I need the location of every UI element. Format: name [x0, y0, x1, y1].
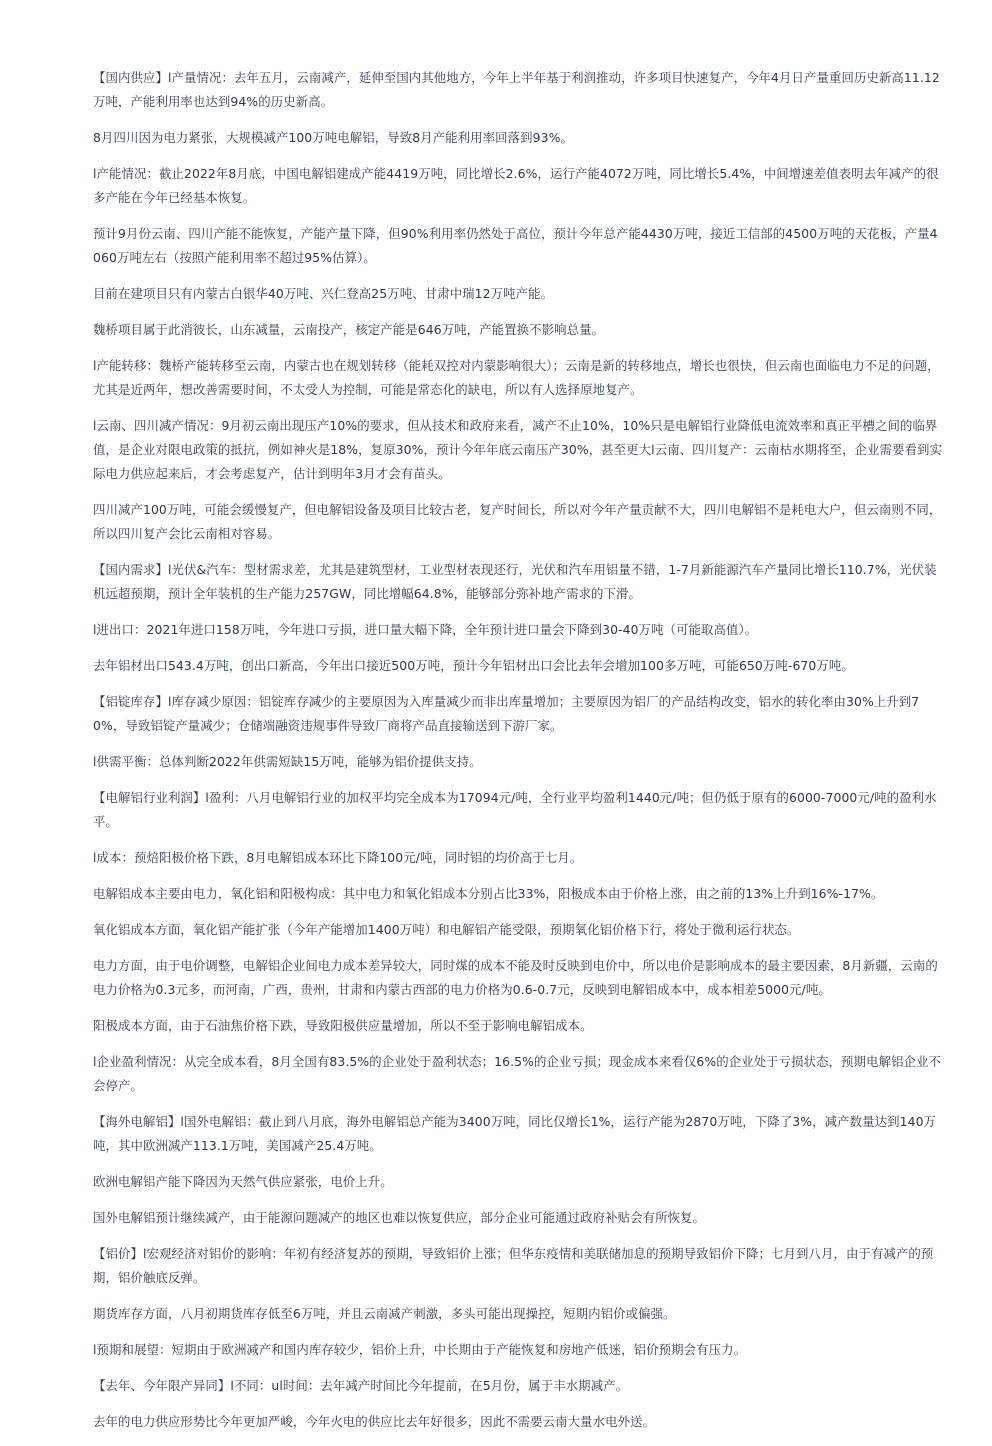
paragraph-import-export: l进出口：2021年进口158万吨，今年进口亏损，进口量大幅下降，全年预计进口量会下降到30-40万吨（可能取高值）。: [93, 622, 758, 637]
paragraph-restriction-differences: 【去年、今年限产异同】l不同：ul时间：去年减产时间比今年提前，在5月份，属于丰水期减产。: [93, 1378, 629, 1393]
paragraph-sichuan-cut: 8月四川因为电力紧张，大规模减产100万吨电解铝，导致8月产能利用率回落到93%。: [93, 130, 573, 145]
paragraph-futures-inventory: 期货库存方面，八月初期货库存低至6万吨，并且云南减产刺激，多头可能出现操控，短期内铝价或偏强。: [93, 1306, 676, 1321]
paragraph-aluminum-price-macro: 【铝价】l宏观经济对铝价的影响：年初有经济复苏的预期，导致铝价上涨；但华东疫情和美联储加息的预期导致铝价下降；七月到八月，由于有减产的预期，铝价触底反弹。: [93, 1246, 934, 1285]
paragraph-price-outlook: l预期和展望：短期由于欧洲减产和国内库存较少，铝价上升，中长期由于产能恢复和房地产低迷，铝价预期会有压力。: [93, 1342, 747, 1357]
paragraph-industry-profit: 【电解铝行业利润】l盈利：八月电解铝行业的加权平均完全成本为17094元/吨，全行业平均盈利1440元/吨；但仍低于原有的6000-7000元/吨的盈利水平。: [93, 790, 937, 829]
paragraph-capacity-transfer: l产能转移：魏桥产能转移至云南，内蒙古也在规划转移（能耗双控对内蒙影响很大）；云南是新的转移地点，增长也很快，但云南也面临电力不足的问题，尤其是近两年，想改善需要时间，不太受人为控制，可能是常态化的缺电，所以有人选择原地复产。: [93, 358, 940, 397]
paragraph-capacity-status: l产能情况：截止2022年8月底，中国电解铝建成产能4419万吨，同比增长2.6%，运行产能4072万吨，同比增长5.4%，中间增速差值表明去年减产的很多产能在今年已经基本恢复。: [93, 166, 939, 205]
paragraph-supply-demand-balance: l供需平衡：总体判断2022年供需短缺15万吨，能够为铝价提供支持。: [93, 754, 482, 769]
paragraph-enterprise-profit: l企业盈利情况：从完全成本看，8月全国有83.5%的企业处于盈利状态；16.5%的企业亏损；现金成本来看仅6%的企业处于亏损状态，预期电解铝企业不会停产。: [93, 1054, 942, 1093]
paragraph-cost: l成本：预焙阳极价格下跌，8月电解铝成本环比下降100元/吨，同时铝的均价高于七月。: [93, 850, 583, 865]
paragraph-sichuan-resumption: 四川减产100万吨，可能会缓慢复产，但电解铝设备及项目比较古老，复产时间长，所以对今年产量贡献不大，四川电解铝不是耗电大户，但云南则不同，所以四川复产会比云南相对容易。: [93, 502, 942, 541]
paragraph-capacity-forecast: 预计9月份云南、四川产能不能恢复，产能产量下降，但90%利用率仍然处于高位，预计今年总产能4430万吨，接近工信部的4500万吨的天花板，产量4060万吨左右（按照产能利用率不超过95%估算）。: [93, 226, 938, 265]
paragraph-alumina-cost: 氧化铝成本方面，氧化铝产能扩张（今年产能增加1400万吨）和电解铝产能受限，预期氧化铝价格下行，将处于微利运行状态。: [93, 922, 800, 937]
paragraph-projects-under-construction: 目前在建项目只有内蒙古白银华40万吨、兴仁登高25万吨、甘肃中瑞12万吨产能。: [93, 286, 554, 301]
paragraph-domestic-supply-production: 【国内供应】l产量情况：去年五月，云南减产，延伸至国内其他地方，今年上半年基于利润推动，许多项目快速复产，今年4月日产量重回历史新高11.12万吨，产能利用率也达到94%的历史新高。: [93, 70, 940, 109]
paragraph-weiqiao-project: 魏桥项目属于此消彼长，山东减量，云南投产，核定产能是646万吨，产能置换不影响总量。: [93, 322, 605, 337]
paragraph-cost-composition: 电解铝成本主要由电力，氧化铝和阳极构成：其中电力和氧化铝成本分别占比33%，阳极成本由于价格上涨，由之前的13%上升到16%-17%。: [93, 886, 884, 901]
paragraph-yunnan-sichuan-cuts: l云南、四川减产情况：9月初云南出现压产10%的要求，但从技术和政府来看，减产不止10%，10%只是电解铝行业降低电流效率和真正平槽之间的临界值，是企业对限电政策的抵抗，例如神火是18%，复原30%，预计今年年底云南压产30%，甚至更大l云南、四川复产：云南枯水期将至，企业需要看到实际电力供应起来后，才会考虑复产，估计到明年3月才会有苗头。: [93, 418, 942, 481]
paragraph-power-supply-comparison: 去年的电力供应形势比今年更加严峻，今年火电的供应比去年好很多，因此不需要云南大量水电外送。: [93, 1414, 656, 1429]
paragraph-anode-cost: 阳极成本方面，由于石油焦价格下跌，导致阳极供应量增加，所以不至于影响电解铝成本。: [93, 1018, 593, 1033]
paragraph-power-cost: 电力方面，由于电价调整，电解铝企业间电力成本差异较大，同时煤的成本不能及时反映到电价中，所以电价是影响成本的最主要因素，8月新疆，云南的电力价格为0.3元多，而河南，广西，贵州，甘肃和内蒙古西部的电力价格为0.6-0.7元，反映到电解铝成本中，成本相差5000元/吨。: [93, 958, 938, 997]
paragraph-aluminum-exports: 去年铝材出口543.4万吨，创出口新高，今年出口接近500万吨，预计今年铝材出口会比去年会增加100多万吨，可能650万吨-670万吨。: [93, 658, 854, 673]
paragraph-europe-decline: 欧洲电解铝产能下降因为天然气供应紧张，电价上升。: [93, 1174, 393, 1189]
paragraph-overseas-outlook: 国外电解铝预计继续减产，由于能源问题减产的地区也难以恢复供应，部分企业可能通过政府补贴会有所恢复。: [93, 1210, 706, 1225]
paragraph-overseas-aluminum: 【海外电解铝】l国外电解铝：截止到八月底，海外电解铝总产能为3400万吨，同比仅增长1%，运行产能为2870万吨，下降了3%，减产数量达到140万吨，其中欧洲减产113.1万吨，美国减产25.4万吨。: [93, 1114, 937, 1153]
paragraph-ingot-inventory: 【铝锭库存】l库存减少原因：铝锭库存减少的主要原因为入库量减少而非出库量增加；主要原因为铝厂的产品结构改变，铝水的转化率由30%上升到70%，导致铝锭产量减少；仓储端融资违规事件导致厂商将产品直接输送到下游厂家。: [93, 694, 920, 733]
paragraph-domestic-demand: 【国内需求】l光伏&汽车：型材需求差，尤其是建筑型材，工业型材表现还行，光伏和汽车用铝量不错，1-7月新能源汽车产量同比增长110.7%，光伏装机远超预期，预计全年装机的生产能力257GW，同比增幅64.8%，能够部分弥补地产需求的下滑。: [93, 562, 937, 601]
document-body: [93, 66, 945, 1446]
